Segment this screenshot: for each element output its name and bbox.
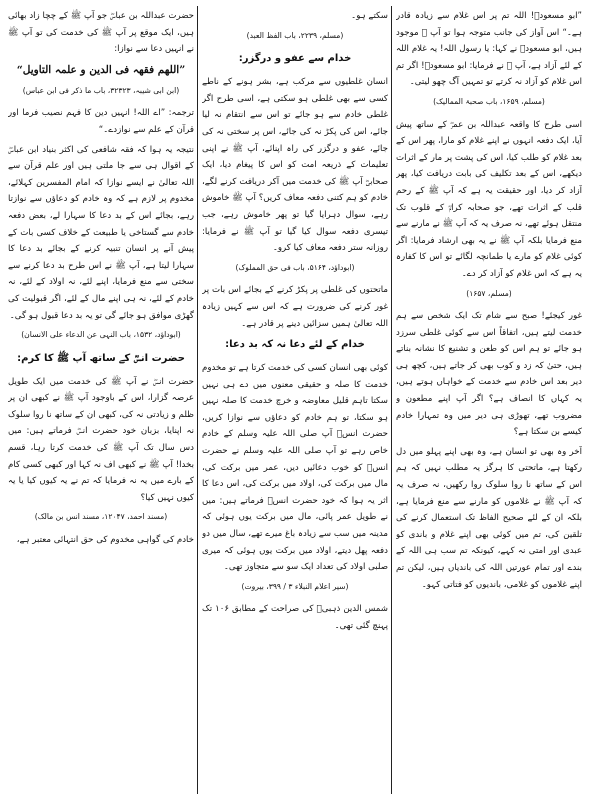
citation: (مسلم، ۱۶۵۹، باب صحبۃ الممالیک)	[433, 96, 545, 106]
paragraph: حضرت عبداللہ بن عباسؓ جو آپ ﷺ کے چچا زاد بھائی ہیں، ایک موقع پر آپ ﷺ کی خدمت کی تو آپ ﷺ نے انہیں دعا سے نوازا:	[8, 11, 194, 55]
arabic-supplication: ”اللھم فقھہ فی الدین و علمہ التاویل“	[16, 63, 186, 76]
citation: (سیر اعلام النبلاء ۳ / ۳۹۹، بیروت)	[241, 581, 349, 591]
paragraph: ماتحتوں کی غلطی پر پکڑ کرنے کے بجائے اس بات پر غور کرنے کی ضرورت ہے کہ اس سے کہیں زیادہ اللہ تعالیٰ ہمیں سزائیں دینے پر قادر ہے۔	[202, 285, 388, 329]
paragraph: غور کیجئے! صبح سے شام تک ایک شخص سے ہم خدمت لیتے ہیں، اتفاقاً اس سے کوئی غلطی سرزد ہو جائے تو ہم اس کو طعن و تشنیع کا نشانہ بناتے ہیں، حتیٰ کہ زد و کوب بھی کر جاتے ہیں، کچھ ہی دیر بعد اس خادم سے خدمت کے خواہاں ہوتے ہیں، یہ کہاں کا انصاف ہے؟ اگر آپ اپنے مطعون و مضروب تھے، تھوڑی ہی دیر میں وہ تمہارا خادم کیسے بن سکتا ہے؟	[396, 311, 582, 438]
paragraph: سکتے ہو۔	[351, 11, 388, 21]
column-divider	[391, 6, 392, 794]
citation: (مسند احمد، ۱۲۰۴۷، مسند انس بن مالک)	[34, 512, 168, 522]
paragraph: حضرت انسؓ نے آپ ﷺ کی خدمت میں ایک طویل عرصہ گزارا، اس کے باوجود آپ ﷺ نے کبھی ان پر ظلم و زیادتی نہ کی، کبھی ان کے ساتھ نا روا سلوک نہ اپنایا، بزبان خود حضرت انسؓ فرماتے ہیں: میں دس سال تک آپ ﷺ کی خدمت کرتا رہا، قسم بخدا! آپ ﷺ نے کبھی اف نہ کہا اور کبھی کسی کام کے بارے میں یہ نہ فرمایا کہ تم نے یہ کیوں کیا یا یہ کیوں نہیں کیا؟	[8, 376, 194, 503]
paragraph: انسان غلطیوں سے مرکب ہے، بشر ہونے کے ناطے کسی سے بھی غلطی ہو سکتی ہے، اسی طرح اگر غلطی خادم سے ہو جائے تو اس سے انتقام نہ لیا جائے، اس کی پکڑ نہ کی جائے، اس پر سختی نہ کی جائے، عفو و درگزر کی راہ اپنائے، آپ ﷺ نے اپنی تعلیمات کے ذریعہ امت کو اس کا پیغام دیا، ایک صحابیؓ آپ ﷺ کی خدمت میں آکر دریافت کرنے لگے، خادم کو ہم کتنی دفعہ معاف کریں؟ آپ ﷺ خاموش رہے، سوال دہرایا گیا تو پھر خاموش رہے، جب تیسری دفعہ سوال کیا گیا تو آپ ﷺ نے فرمایا: روزانہ ستر دفعہ معاف کیا کرو۔	[202, 77, 388, 254]
section-heading: خدام کے لئے دعا نہ کہ بد دعا:	[225, 339, 365, 351]
column-right	[396, 8, 582, 794]
citation: (ابوداؤد، ۵۱۶۴، باب فی حق المملوک)	[235, 262, 355, 272]
paragraph: خادم کی گواہی مخدوم کی حق انتہائی معتبر ہے،	[16, 535, 194, 546]
section-heading: خدام سے عفو و درگزر:	[238, 53, 352, 65]
citation: (ابن ابی شیبہ، ۳۲۳۲۳، باب ما ذکر فی ابن عباس)	[22, 85, 180, 95]
paragraph: اسی طرح کا واقعہ عبداللہ بن عمرؓ کے ساتھ پیش آیا، ایک دفعہ انہوں نے اپنے غلام کو مارا، پھر اس کے بعد غلام کو طلب کیا، اس کی پشت پر مار کے اثرات دیکھے، اس کے بعد تکلیف کی بابت دریافت کیا، پھر آزاد کر دیا، اور حقیقت یہ ہے کہ آپ ﷺ کے رحم قلب کے اثرات تھے، جو صحابہ کرامؓ کے قلوب تک منتقل ہوئے تھے، نہ صرف یہ کہ آپ ﷺ نے مارنے سے منع فرمایا بلکہ آپ ﷺ نے یہ بھی ارشاد فرمایا: اگر کوئی غلام کو مارے یا طمانچہ لگائے تو اس کا کفارہ یہ ہے کہ اس غلام کو آزاد کر دے۔	[396, 119, 582, 279]
paragraph: کوئی بھی انسان کسی کی خدمت کرتا ہے تو مخدوم خدمت کا صلہ و حقیقی معنوں میں دے ہی نہیں سکتا تاہم قلیل معاوضہ و خرچ خدمت کا صلہ نہیں ہو سکتا، تو ہم خادم کو دعاؤں سے نوازا کریں، حضرت انسؓ آپ صلی اللہ علیہ وسلم کے خادم خاص رہے تو آپ صلی اللہ علیہ وسلم نے حضرت انسؓ کو خوب دعائیں دیں، عمر میں برکت کی، مال میں برکت کی، اولاد میں برکت کی، اس دعا کا اثر یہ ہوا کہ خود حضرت انسؓ فرماتے ہیں: میں نے طویل عمر پائی، مال میں برکت یوں ہوئی کہ مدینہ میں سب سے زیادہ باغ میرے تھے، سال میں دو دفعہ پھل دیتے، اولاد میں برکت یوں ہوئی کہ میری صلبی اولاد کی تعداد ایک سو سے متجاوز تھی۔	[202, 363, 388, 573]
paragraph: آخر وہ بھی تو انسان ہے، وہ بھی اپنے پہلو میں دل رکھتا ہے، ماتحتی کا ہرگز یہ مطلب نہیں کہ ہم اس کے ساتھ نا روا سلوک روا رکھیں، نہ صرف یہ کہ آپ ﷺ نے غلاموں کو مارنے سے منع فرمایا ہے، بلکہ ان کے لئے صحیح الفاظ تک استعمال کرنے کی تلقین کی، تم میں کوئی بھی اپنے غلام و باندی کو عبدی اور امتی نہ کہے، کیونکہ تم سب ہی اللہ کے بندے اور تمام عورتیں اللہ کی باندیاں ہیں، لیکن تم اپنے غلاموں کو غلامی، باندیوں کو فتاتی کہو۔	[396, 446, 582, 590]
column-left	[8, 8, 194, 794]
section-heading: حضرت انسؓ کے ساتھ آپ ﷺ کا کرم:	[17, 352, 185, 364]
paragraph: شمس الدین ذہبیؒ کی صراحت کے مطابق ۱۰۶ تک پہنچ گئی تھی۔	[202, 604, 388, 631]
column-divider	[197, 6, 198, 794]
paragraph: نتیجہ یہ ہوا کہ فقہ شافعی کی اکثر بنیاد ابن عباسؓ کے اقوال ہی سے جا ملتی ہیں اور علم قرآن سے اللہ تعالیٰ نے ایسے نوازا کہ امام المفسرین کہلائے، مخدوم پر لازم ہے کہ وہ خادم کو دعاؤں سے نوازتا رہے، بجائے اس کے بد دعا کا سہارا لے، بعض دفعہ خادم سے گستاخی یا طبیعت کے خلاف کسی بات کے پیش آنے پر انسان تنبیہ کرنے کے بجائے بد دعا کا سہارا لیتا ہے، آپ ﷺ نے اس طرح بد دعا کرنے سے سختی سے منع فرمایا، اپنے لئے، نہ اولاد کے لئے، نہ خادم کے لئے، نہ ہی اپنے مال کے لئے، اگر قبولیت کی گھڑی موافق ہو جائے گی تو یہ بد دعا قبول ہو گی۔	[8, 144, 194, 321]
citation: (مسلم، ۱۶۵۷)	[466, 288, 512, 298]
column-middle	[202, 8, 388, 794]
citation: (ابوداؤد، ۱۵۳۲، باب النہی عن الدعاء علی الانسان)	[21, 330, 181, 340]
citation: (مسلم، ۲۲۳۹، باب الفظ العبد)	[246, 30, 344, 40]
translation-paragraph: ترجمہ: ”اے اللہ! انہیں دین کا فہم نصیب فرما اور قرآن کے علم سے نوازدے۔“	[8, 108, 194, 135]
paragraph: ”ابو مسعودؓ! اللہ تم پر اس غلام سے زیادہ قادر ہے۔“ اس آواز کی جانب متوجہ ہوا تو آپ ﷺ موجود ہیں، ابو مسعودؓ نے کہا: یا رسول اللہ! یہ غلام اللہ کے لئے آزاد ہے، آپ ﷺ نے فرمایا: ابو مسعودؓ! اگر تم اس غلام کو آزاد نہ کرتے تو تمہیں آگ چھو لیتی۔	[396, 11, 582, 88]
